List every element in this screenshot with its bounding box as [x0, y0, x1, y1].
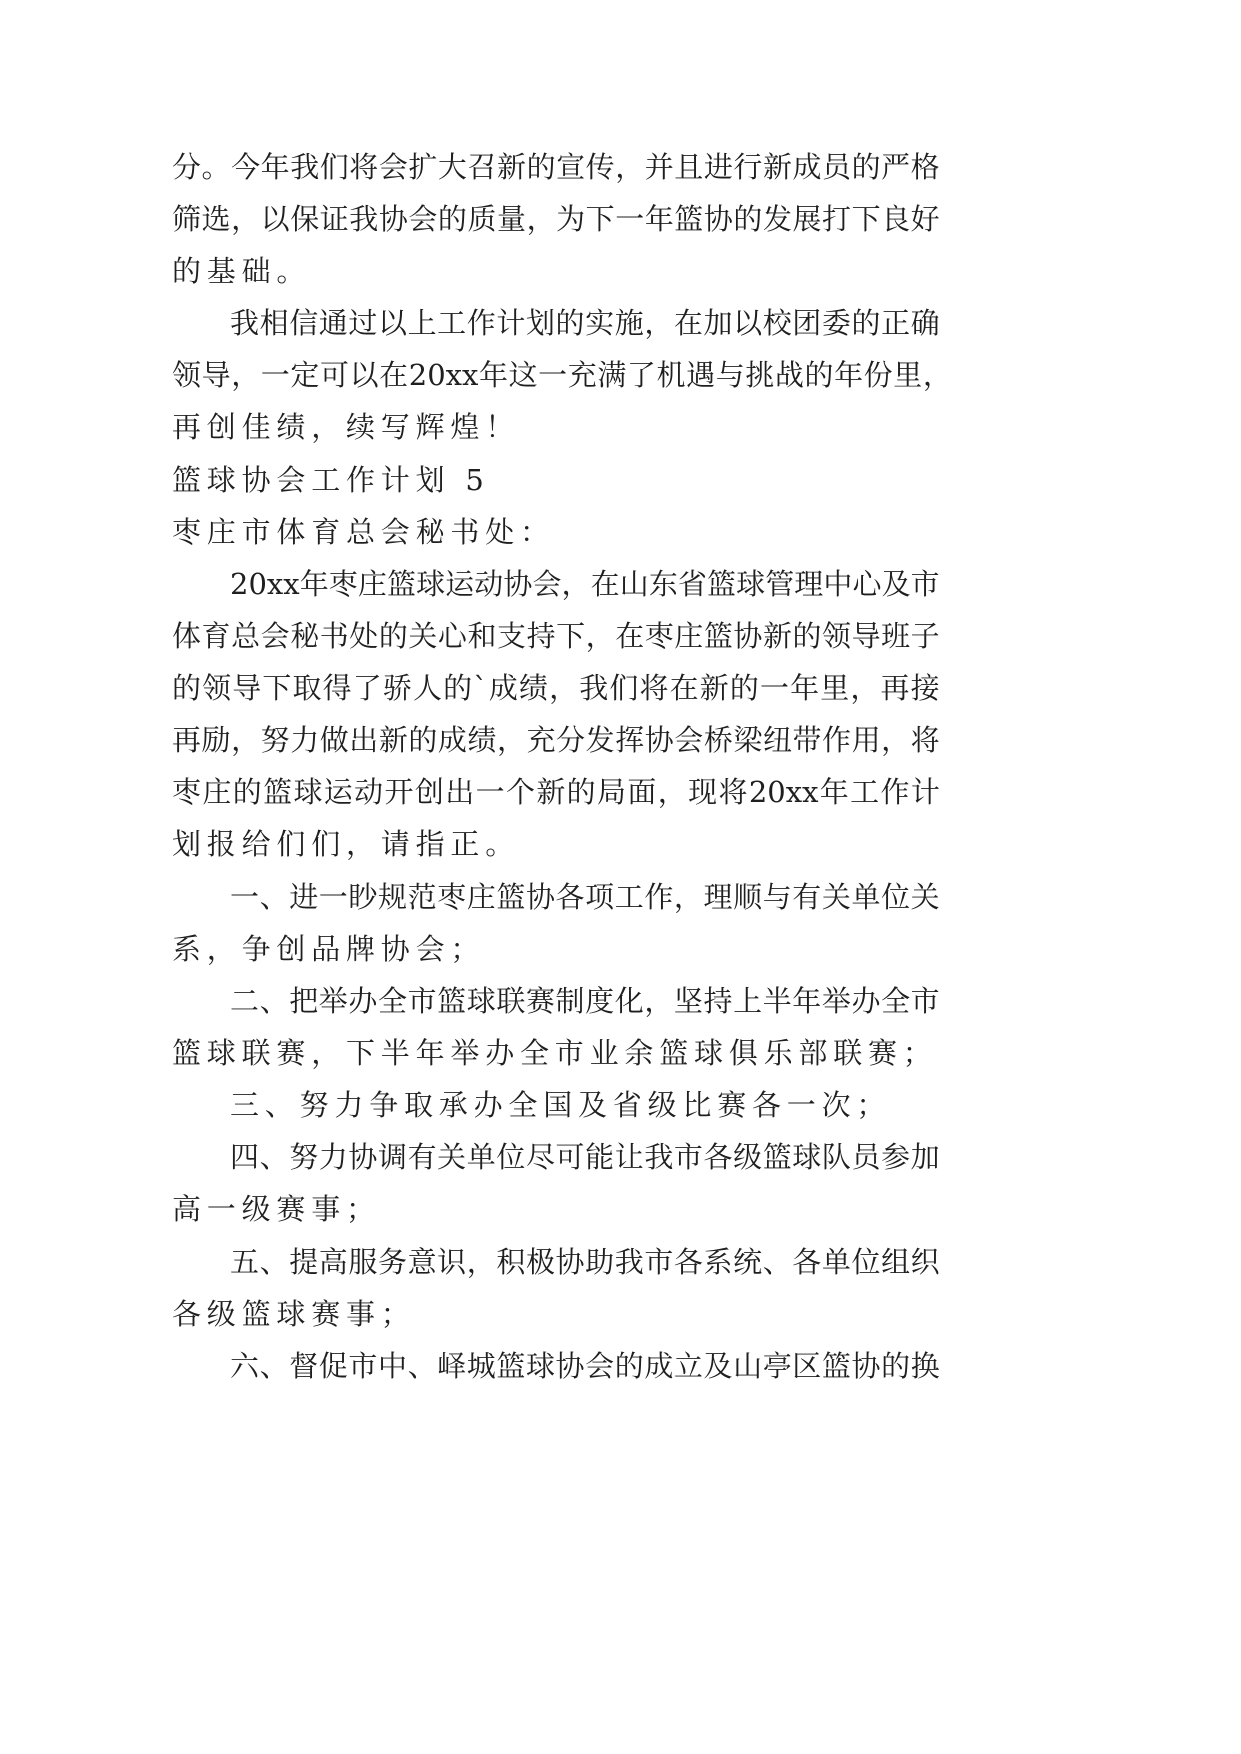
text-line: 再 励 ， 努 力 做 出 新 的 成 绩 ， 充 分 发 挥 协 会 桥 梁 纽 带 作 用 ， 将: [172, 723, 940, 757]
text-line: 体 育 总 会 秘 书 处 的 关 心 和 支 持 下 ， 在 枣 庄 篮 协 新 的 领 导 班 子: [172, 619, 940, 653]
list-item-line: 五 、 提 高 服 务 意 识 ， 积 极 协 助 我 市 各 系 统 、 各 单 位 组 织: [230, 1245, 940, 1279]
text-line: 的 领 导 下 取 得 了 骄 人 的 ` 成 绩 ， 我 们 将 在 新 的 一 年 里 ， 再 接: [172, 671, 940, 705]
list-item-line: 一 、 进 一 眇 规 范 枣 庄 篮 协 各 项 工 作 ， 理 顺 与 有 关 单 位 关: [230, 880, 940, 914]
text-line: 系，争创品牌协会；: [172, 932, 486, 966]
text-line: 领 导 ， 一 定 可 以 在 20xx 年 这 一 充 满 了 机 遇 与 挑 战 的 年 份 里 ，: [172, 358, 952, 392]
text-line: 划报给们们，请指正。: [172, 827, 521, 861]
text-line: 枣 庄 的 篮 球 运 动 开 创 出 一 个 新 的 局 面 ， 现 将 20xx 年 工 作 计: [172, 775, 940, 809]
section-heading: 篮球协会工作计划 5: [172, 463, 490, 497]
paragraph-start-line: 20xx 年 枣 庄 篮 球 运 动 协 会 ， 在 山 东 省 篮 球 管 理 中 心 及 市: [230, 567, 940, 601]
text-line: 再创佳绩，续写辉煌！: [172, 410, 521, 444]
text-line: 高一级赛事；: [172, 1192, 381, 1226]
list-item-line: 六 、 督 促 市 中 、 峄 城 篮 球 协 会 的 成 立 及 山 亭 区 篮 协 的 换: [230, 1349, 940, 1383]
text-line: 分 。 今 年 我 们 将 会 扩 大 召 新 的 宣 传 ， 并 且 进 行 新 成 员 的 严 格: [172, 150, 940, 184]
list-item-line: 四 、 努 力 协 调 有 关 单 位 尽 可 能 让 我 市 各 级 篮 球 队 员 参 加: [230, 1140, 940, 1174]
text-line: 各级篮球赛事；: [172, 1297, 416, 1331]
salutation-line: 枣庄市体育总会秘书处：: [172, 515, 555, 549]
text-line: 的基础。: [172, 254, 312, 288]
list-item-line: 三、努力争取承办全国及省级比赛各一次；: [230, 1088, 892, 1122]
text-line: 筛 选 ， 以 保 证 我 协 会 的 质 量 ， 为 下 一 年 篮 协 的 发 展 打 下 良 好: [172, 202, 940, 236]
paragraph-start-line: 我 相 信 通 过 以 上 工 作 计 划 的 实 施 ， 在 加 以 校 团 委 的 正 确: [230, 306, 940, 340]
list-item-line: 二 、 把 举 办 全 市 篮 球 联 赛 制 度 化 ， 坚 持 上 半 年 举 办 全 市: [230, 984, 940, 1018]
text-line: 篮球联赛，下半年举办全市业余篮球俱乐部联赛；: [172, 1036, 938, 1070]
